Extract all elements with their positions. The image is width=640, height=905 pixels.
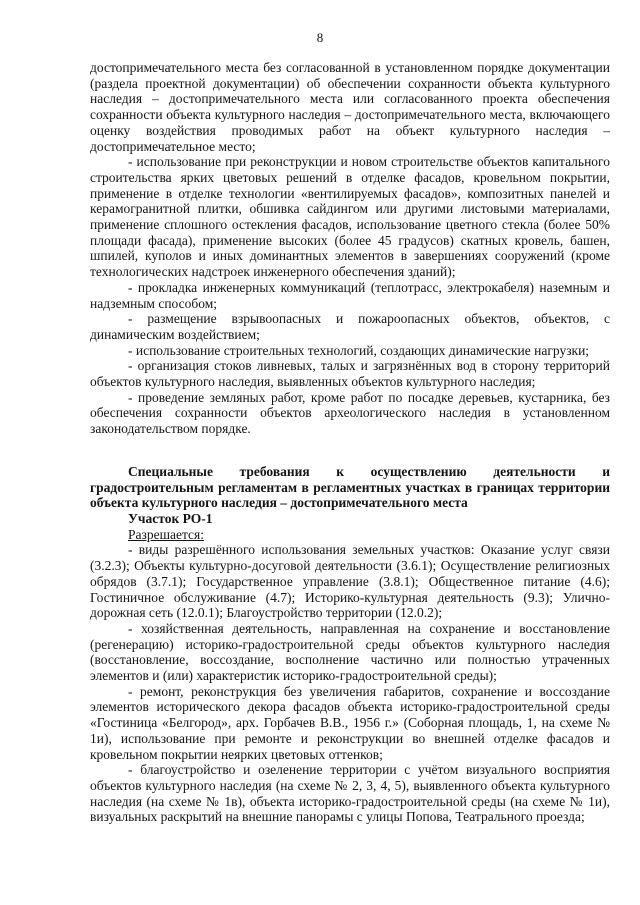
page-number: 8 [316,30,324,45]
paragraph-earthworks: - проведение земляных работ, кроме работ по посадке деревьев, кустарника, без обеспечения сохранности объектов археологического наследия в установленном законодательством порядке. [90,389,610,437]
plot-subheading: Участок РО-1 [128,510,213,526]
paragraph-utilities: - прокладка инженерных коммуникаций (теплотрасс, электрокабеля) наземным и надземным способом; [90,279,610,311]
paragraph-repair: - ремонт, реконструкция без увеличения габаритов, сохранение и воссоздание элементов исторического декора фасадов объекта историко-градостроительной среды «Гостиница «Белгород», арх. Горбачев В.В., 1956 г.» (Соборная площадь, 1, на схеме № 1и), использование при ремонте и реконструкции во внешней отделке фасадов и кровельном покрытии неярких цветовых оттенков; [90,683,610,762]
paragraph-facade-restrictions: - использование при реконструкции и новом строительстве объектов капитального строительства ярких цветовых решений в отделке фасадов, кровельном покрытии, применение в отделке технологии «вентилируемых фасадов», композитных панелей и керамогранитной плитки, обшивка сайдингом или другими листовыми материалами, применение сплошного остекления фасадов, использование цветного стекла (более 50% площади фасада), применение высоких (более 45 градусов) скатных кровель, башен, шпилей, куполов и иных доминантных элементов в завершениях сооружений (кроме технологических надстроек инженерного обеспечения зданий); [90,154,610,280]
paragraph-dynamic-loads: - использование строительных технологий, создающих динамические нагрузки; [128,342,590,358]
section-gap [90,437,610,464]
paragraph-continuation: достопримечательного места без согласованной в установленном порядке документации (раздела проектной документации) об обеспечении сохранности объекта культурного наследия – достопримечательного места или согласованного проекта обеспечения сохранности объекта культурного наследия – достопримечательного места, включающего оценку воздействия проводимых работ на объект культурного наследия – достопримечательное место; [90,60,610,154]
paragraph-regeneration: - хозяйственная деятельность, направленная на сохранение и восстановление (регенерацию) историко-градостроительной среды объектов культурного наследия (восстановление, воссоздание, восполнение частично или полностью утраченных элементов и (или) характеристик историко-градостроительной среды); [90,620,610,684]
paragraph-drainage: - организация стоков ливневых, талых и загрязнённых вод в сторону территорий объектов культурного наследия, выявленных объектов культурного наследия; [90,358,610,390]
allowed-label: Разрешается: [128,526,204,542]
paragraph-landscaping: - благоустройство и озеленение территории с учётом визуального восприятия объектов культурного наследия (на схеме № 2, 3, 4, 5), выявленного объекта культурного наследия (на схеме № 1в), объекта историко-градостроительной среды (на схеме № 1и), визуальных раскрытий на внешние панорамы с улицы Попова, Театрального проезда; [90,762,610,825]
paragraph-hazardous-objects: - размещение взрывоопасных и пожароопасных объектов, объектов, с динамическим воздействием; [90,311,610,342]
section-heading: Специальные требования к осуществлению деятельности и градостроительным регламентам в регламентных участках в границах территории объекта культурного наследия – достопримечательного места [90,463,610,511]
document-body [90,60,610,825]
paragraph-land-use: - виды разрешённого использования земельных участков: Оказание услуг связи (3.2.3); Объекты культурно-досуговой деятельности (3.6.1); Осуществление религиозных обрядов (3.7.1); Государственное управление (3.8.1); Общественное питание (4.6); Гостиничное обслуживание (4.7); Историко-культурная деятельность (9.3); Улично-дорожная сеть (12.0.1); Благоустройство территории (12.0.2); [90,542,610,621]
